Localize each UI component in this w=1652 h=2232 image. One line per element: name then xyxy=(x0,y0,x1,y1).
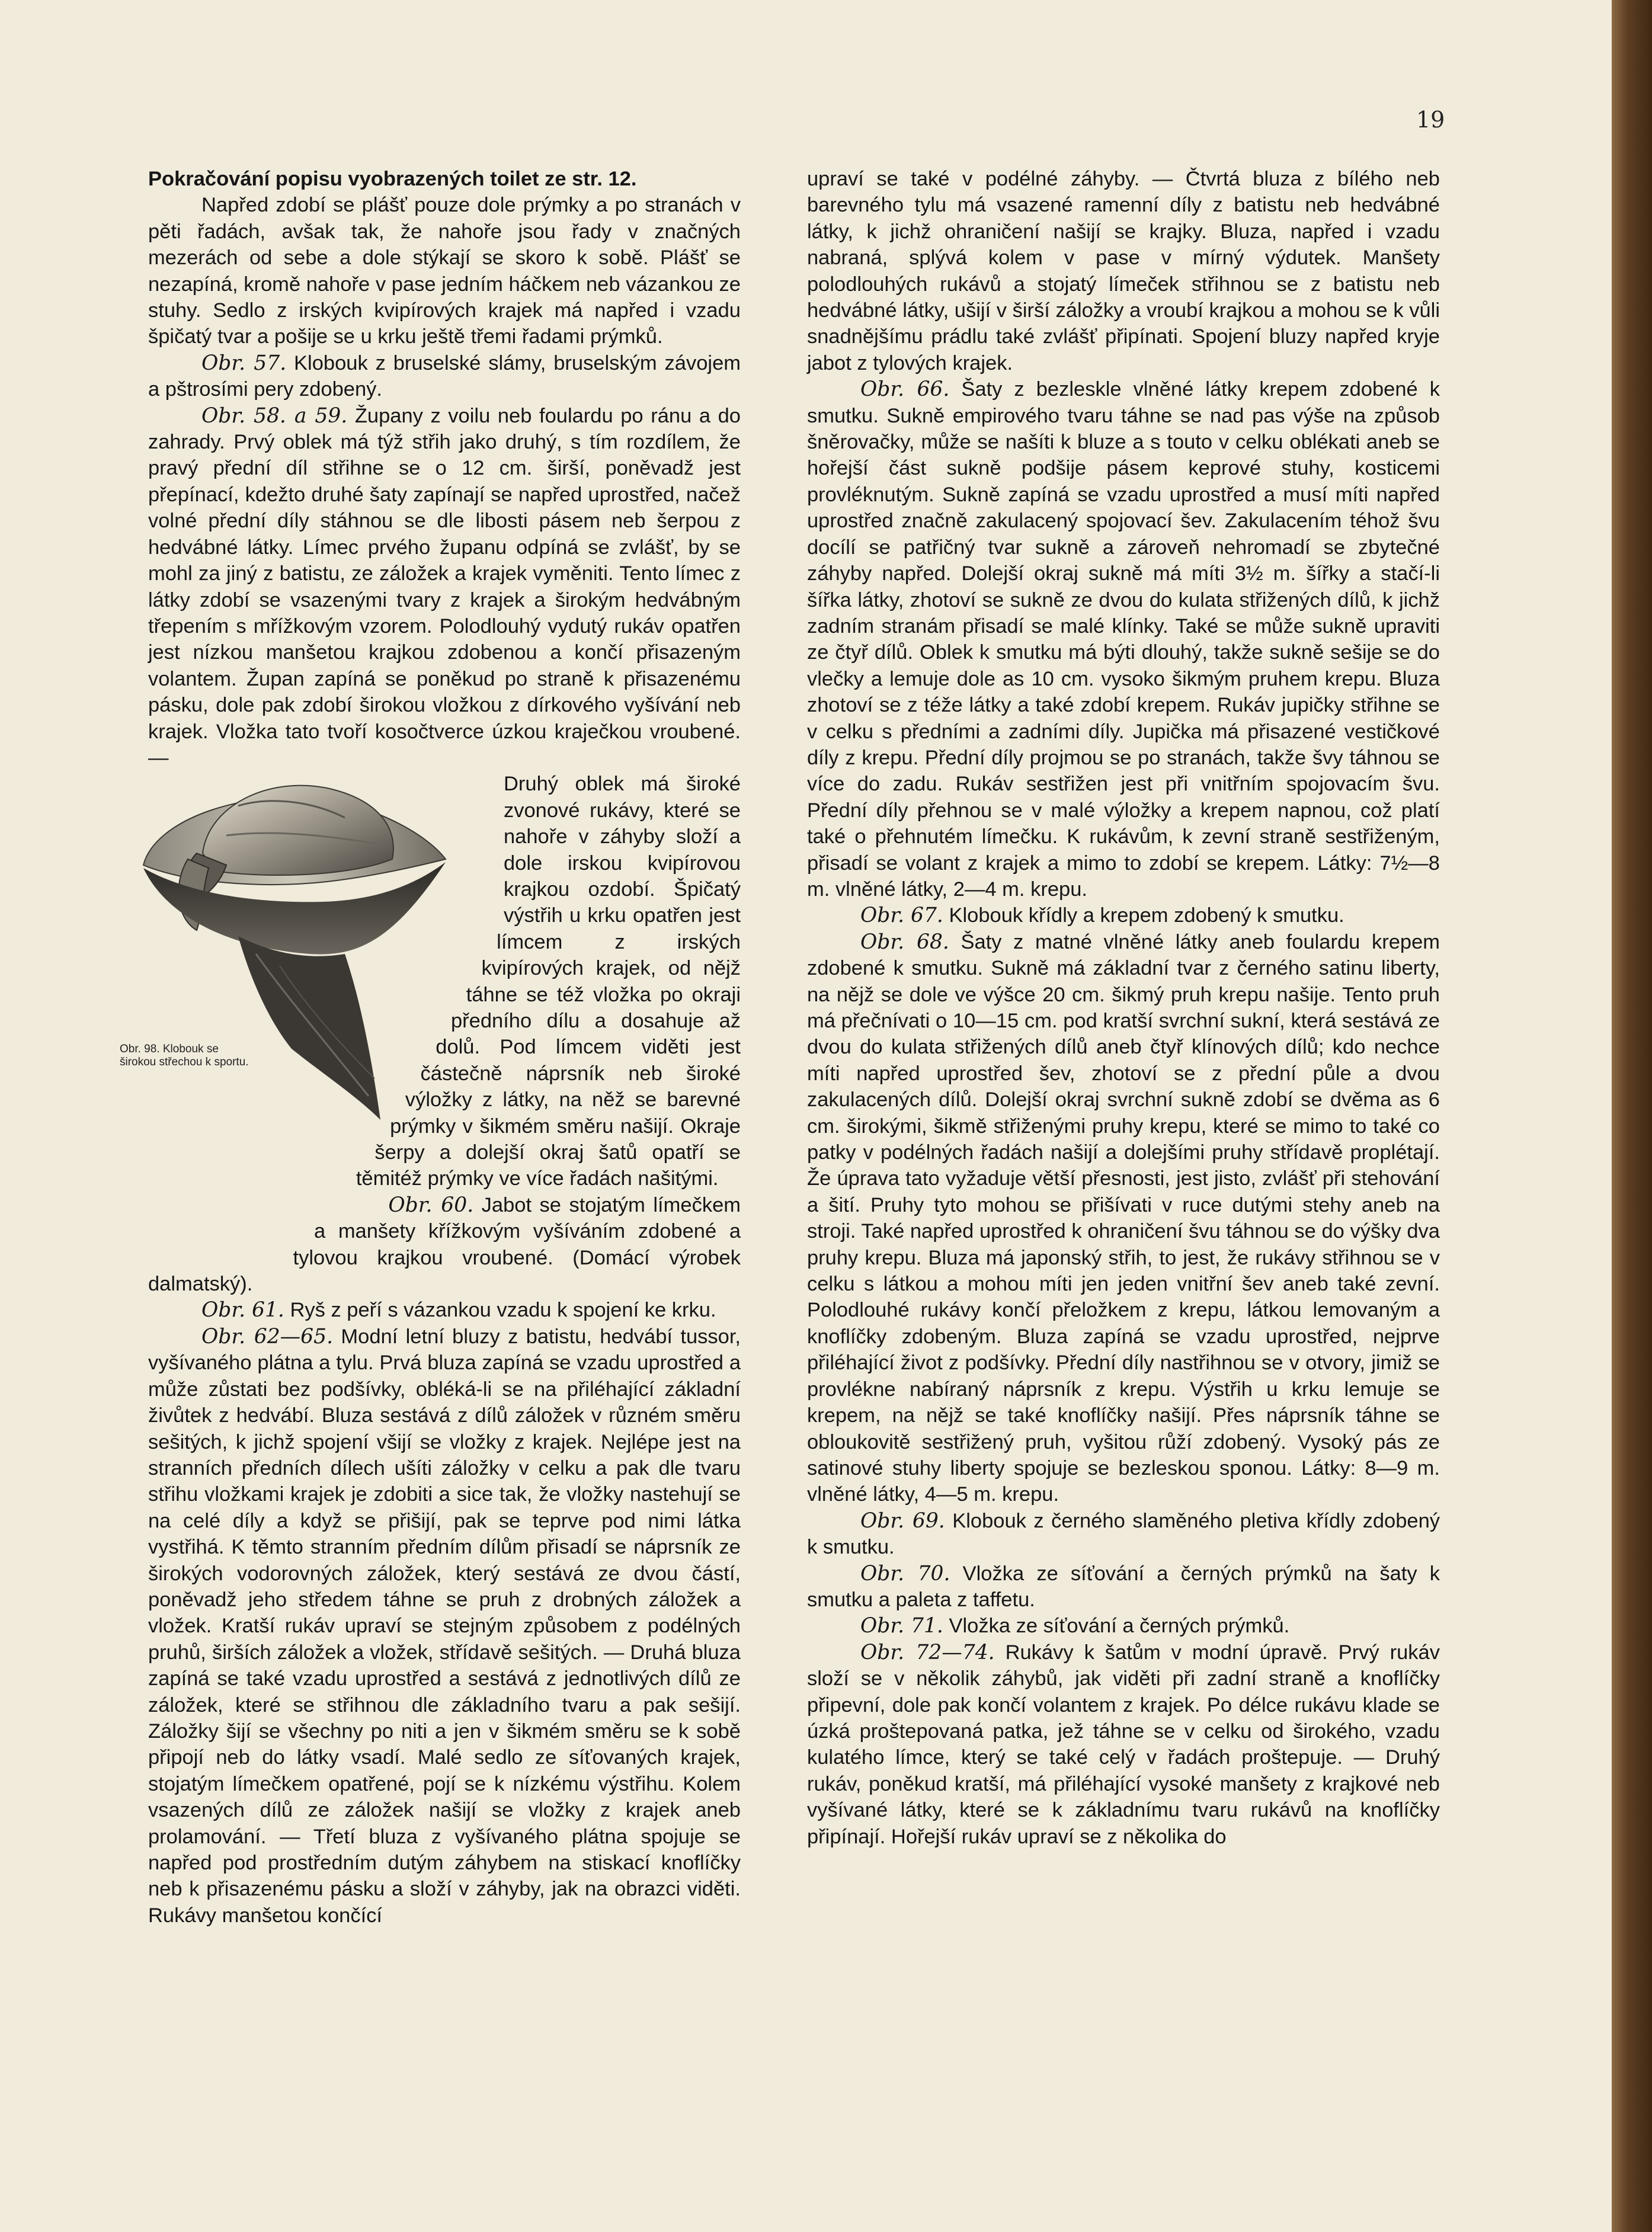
paragraph: Obr. 66. Šaty z bezleskle vlněné látky krepem zdobené k smutku. Sukně empirového tvaru táhne se nad pas výše na způsob šněrovačky, může se našíti k bluze a s touto v celku oblékati aneb se hořejší část sukně podšije pásem keprové stuhy, kosticemi provléknutým. Sukně zapíná se vzadu uprostřed a musí míti napřed uprostřed značně zakulacený spojovací šev. Zakulacením téhož švu docílí se patřičný tvar sukně a zároveň nehromadí se zbytečné záhyby napřed. Dolejší okraj sukně má míti 3½ m. šířky a stačí-li šířka látky, zhotoví se sukně ze dvou do kulata střižených dílů, k jichž zadním stranám přisadí se malé klínky. Také se může sukně upraviti ze čtyř dílů. Oblek k smutku má býti dlouhý, takže sukně sešije se do vlečky a lemuje dole as 10 cm. vysoko šikmým pruhem krepu. Bluza zhotoví se z téže látky a také zdobí krepem. Rukáv jupičky střihne se v celku s předními a zadními díly. Jupička má přisazené vestičkové díly z krepu. Přední díly projmou se po stranách, takže švy táhnou se více do zadu. Rukáv sestřižen jest při vnitřním spojovacím švu. Přední díly přehnou se v malé výložky a krepem napnou, což platí také o přehnutém límečku. K rukávům, k zevní straně sestřiženým, přisadí se volant z krajek a mimo to zdobí se krepem. Látky: 7½—8 m. vlněné látky, 2—4 m. krepu. xyxy=(807,377,1440,901)
figure-label: Obr. 62—65. xyxy=(201,1324,334,1349)
paragraph: Napřed zdobí se plášť pouze dole prýmky a po stranách v pěti řadách, avšak tak, že nahoře jsou řady v značných mezerách od sebe a dole stýkají se skoro k sobě. Plášť se nezapíná, kromě nahoře v pase jedním háčkem neb vázankou ze stuhy. Sedlo z irských kvipírových krajek má napřed i vzadu špičatý tvar a pošije se u krku ještě třemi řadami prýmků. xyxy=(148,194,741,348)
paragraph: Obr. 68. Šaty z matné vlněné látky aneb foulardu krepem zdobené k smutku. Sukně má základní tvar z černého satinu liberty, na nějž se dole ve výšce 20 cm. šikmý pruh krepu našije. Tento pruh má přečnívati o 10—15 cm. pod kratší svrchní sukní, která sestává ze dvou do kulata střižených dílů aneb čtyř klínových dílů; kdo nechce míti napřed uprostřed šev, zhotoví se z přední půle a dvou zakulacených dílů. Dolejší okraj svrchní sukně zdobí se dvěma as 6 cm. širokými, šikmě střiženými pruhy krepu, které se mimo to také co patky v podélných řadách našijí a dolejšími pruhy střídavě proplétají. Že úprava tato vyžaduje větší přesnosti, jest jisto, zvlášť při stehování a šití. Pruhy tyto mohou se přišívati v ruce dutými stehy aneb na stroji. Také napřed uprostřed k ohraničení švu táhnou se do výšky dva pruhy krepu. Bluza má japonský střih, to jest, že rukávy střihnou se v celku s látkou a mohou míti jen jeden vnitřní šev aneb také zevní. Polodlouhé rukávy končí přeložkem z krepu, látkou lemovaným a knoflíčky zdobeným. Bluza zapíná se vzadu uprostřed, nejprve přiléhající život z podšívky. Přední díly nastřihnou se v otvory, jimiž se provlékne nabíraný náprsník z krepu. Výstřih u krku lemuje se krepem, na nějž se také knoflíčky našijí. Přes náprsník táhne se obloukovitě sestřižený pruh, vyšitou růží zdobený. Vysoký pás ze satinové stuhy liberty spojuje se bezleskou sponou. Látky: 8—9 m. vlněné látky, 4—5 m. krepu. xyxy=(807,930,1440,1506)
page-edge xyxy=(1612,0,1652,2232)
paragraph: Obr. 70. Vložka ze síťování a černých prýmků na šaty k smutku a paleta z taffetu. xyxy=(807,1561,1440,1611)
figure-label: Obr. 68. xyxy=(860,930,949,954)
figure-label: Obr. 58. a 59. xyxy=(201,404,348,428)
paragraph: Obr. 72—74. Rukávy k šatům v modní úpravě. Prvý rukáv složí se v několik záhybů, jak viděti při zadní straně a knoflíčky připevní, dole pak končí volantem z krajek. Po délce rukávu klade se úzká proštepovaná patka, jež táhne se v celku od širokého, vzadu kulatého límce, který se také celý v řadách proštepuje. — Druhý rukáv, poněkud kratší, má přiléhající vysoké manšety z krajkové neb vyšívané látky, které se k základnímu tvaru rukávů na knoflíčky připínají. Hořejší rukáv upraví se z několika do xyxy=(807,1640,1440,1848)
page-number: 19 xyxy=(1416,107,1445,133)
figure-label: Obr. 72—74. xyxy=(860,1640,995,1664)
figure-caption: Obr. 98. Klobouk se širokou střechou k sportu. xyxy=(120,1043,249,1068)
hat-illustration-icon xyxy=(132,741,452,1132)
paragraph: upraví se také v podélné záhyby. — Čtvrtá bluza z bílého neb barevného tylu má vsazené ramenní díly z batistu neb hedvábné látky, k jichž ohraničení našijí se krajky. Bluza, napřed i vzadu nabraná, splývá kolem v pase v mírný výdutek. Manšety polodlouhých rukávů a stojatý límeček střihnou se z batistu neb hedvábné látky, ušijí v širší záložky a vroubí krajkou a mohou se k vůli snadnějšímu prádlu také zvlášť připínati. Spojení bluzy napřed kryje jabot z tylových krajek. xyxy=(807,168,1440,374)
figure-label: Obr. 66. xyxy=(860,377,950,402)
right-column xyxy=(807,166,1440,1850)
paragraph: Obr. 57. Klobouk z bruselské slámy, bruselským závojem a pštrosími pery zdobený. xyxy=(148,351,741,401)
section-heading: Pokračování popisu vyobrazených toilet ze str. 12. xyxy=(148,168,637,190)
figure-label: Obr. 57. xyxy=(201,351,287,375)
paragraph: Obr. 60. Jabot se stojatým límečkem a manšety křížkovým vyšíváním zdobené a tylovou krajkou vroubené. (Domácí výrobek dalmatský). xyxy=(148,1193,741,1296)
paragraph: Obr. 71. Vložka ze síťování a černých prýmků. xyxy=(860,1614,1290,1638)
paragraph: Obr. 67. Klobouk křídly a krepem zdobený k smutku. xyxy=(860,904,1344,928)
figure-label: Obr. 67. xyxy=(860,904,943,928)
figure-label: Obr. 60. xyxy=(388,1193,474,1217)
paragraph: Obr. 58. a 59. Župany z voilu neb foulardu po ránu a do zahrady. Prvý oblek má týž střih jako druhý, s tím rozdílem, že pravý přední díl střihne se o 12 cm. širší, poněvadž jest přepínací, kdežto druhé šaty zapínají se napřed uprostřed, načež volné přední díly stáhnou se dle libosti pásem neb šerpou z hedvábné látky. Límec prvého županu odpíná se zvlášť, by se mohl za jiný z batistu, ze záložek a krajek vyměniti. Tento límec z látky zdobí se vsazenými tvary z krajek a širokým hedvábným třepením s mřížkovým vzorem. Polodlouhý vydutý rukáv opatřen jest nízkou manšetou krajkou zdobenou a končí přisazeným volantem. Župan zapíná se poněkud po straně k přisazenému pásku, dole pak zdobí širokou vložkou z dírkového vyšívání neb krajek. Vložka tato tvoří kosočtverce úzkou kraječkou vroubené. — xyxy=(148,404,741,769)
figure-label: Obr. 71. xyxy=(860,1614,943,1638)
paragraph: Druhý oblek má široké zvonové rukávy, které se nahoře v záhyby složí a dole irskou kvipírovou krajkou ozdobí. Špičatý výstřih u krku opatřen jest límcem z irských kvipírových krajek, od nějž táhne se též vložka po okraji předního dílu a dosahuje až dolů. Pod límcem viděti jest částečně náprsník neb široké výložky z látky, na něž se barevné prýmky v šikmém směru našijí. Okraje šerpy a dolejší okraj šatů opatří se těmitéž prýmky ve více řadách našitými. xyxy=(356,773,741,1190)
figure-label: Obr. 61. xyxy=(201,1298,284,1322)
paragraph: Obr. 61. Ryš z peří s vázankou vzadu k spojení ke krku. xyxy=(201,1298,716,1322)
figure-label: Obr. 69. xyxy=(860,1509,945,1533)
paragraph: Obr. 62—65. Modní letní bluzy z batistu, hedvábí tussor, vyšívaného plátna a tylu. Prvá bluza zapíná se vzadu uprostřed a může zůstati bez podšívky, obléká-li se na přiléhající základní živůtek z hedvábí. Bluza sestává z dílů záložek v různém směru sešitých, k jichž spojení všijí se vložky z krajek. Nejlépe jest na stranních předních dílech ušíti záložky v celku a pak dle tvaru střihu vložkami krajek je zdobiti a sice tak, že vložky nastehují se na celé díly a když se přišijí, pak se teprve pod nimi látka vystřihá. K těmto stranním předním dílům přisadí se náprsník ze širokých vodorovných záložek, který sestává ze dvou částí, poněvadž jeho středem táhne se pruh z drobných záložek a vložek. Kratší rukáv upraví se stejným způsobem z podélných pruhů, širších záložek a vložek, střídavě sešitých. — Druhá bluza zapíná se také vzadu uprostřed a sestává z jednotlivých dílů ze záložek, které se střihnou dle základního tvaru a pak sešijí. Záložky šijí se všechny po niti a jen v šikmém směru se k sobě připojí neb do látky vsadí. Malé sedlo ze síťovaných krajek, stojatým límečkem opatřené, pojí se k nízkému výstřihu. Kolem vsazených dílů ze záložek našijí se vložky z krajek aneb prolamování. — Třetí bluza z vyšívaného plátna spojuje se napřed pod prostředním dutým záhybem na stiskací knoflíčky neb k přisazenému pásku a složí v záhyby, jak na obrazci viděti. Rukávy manšetou končící xyxy=(148,1324,741,1927)
figure-label: Obr. 70. xyxy=(860,1561,950,1586)
paragraph: Obr. 69. Klobouk z černého slaměného pletiva křídly zdobený k smutku. xyxy=(807,1509,1440,1559)
